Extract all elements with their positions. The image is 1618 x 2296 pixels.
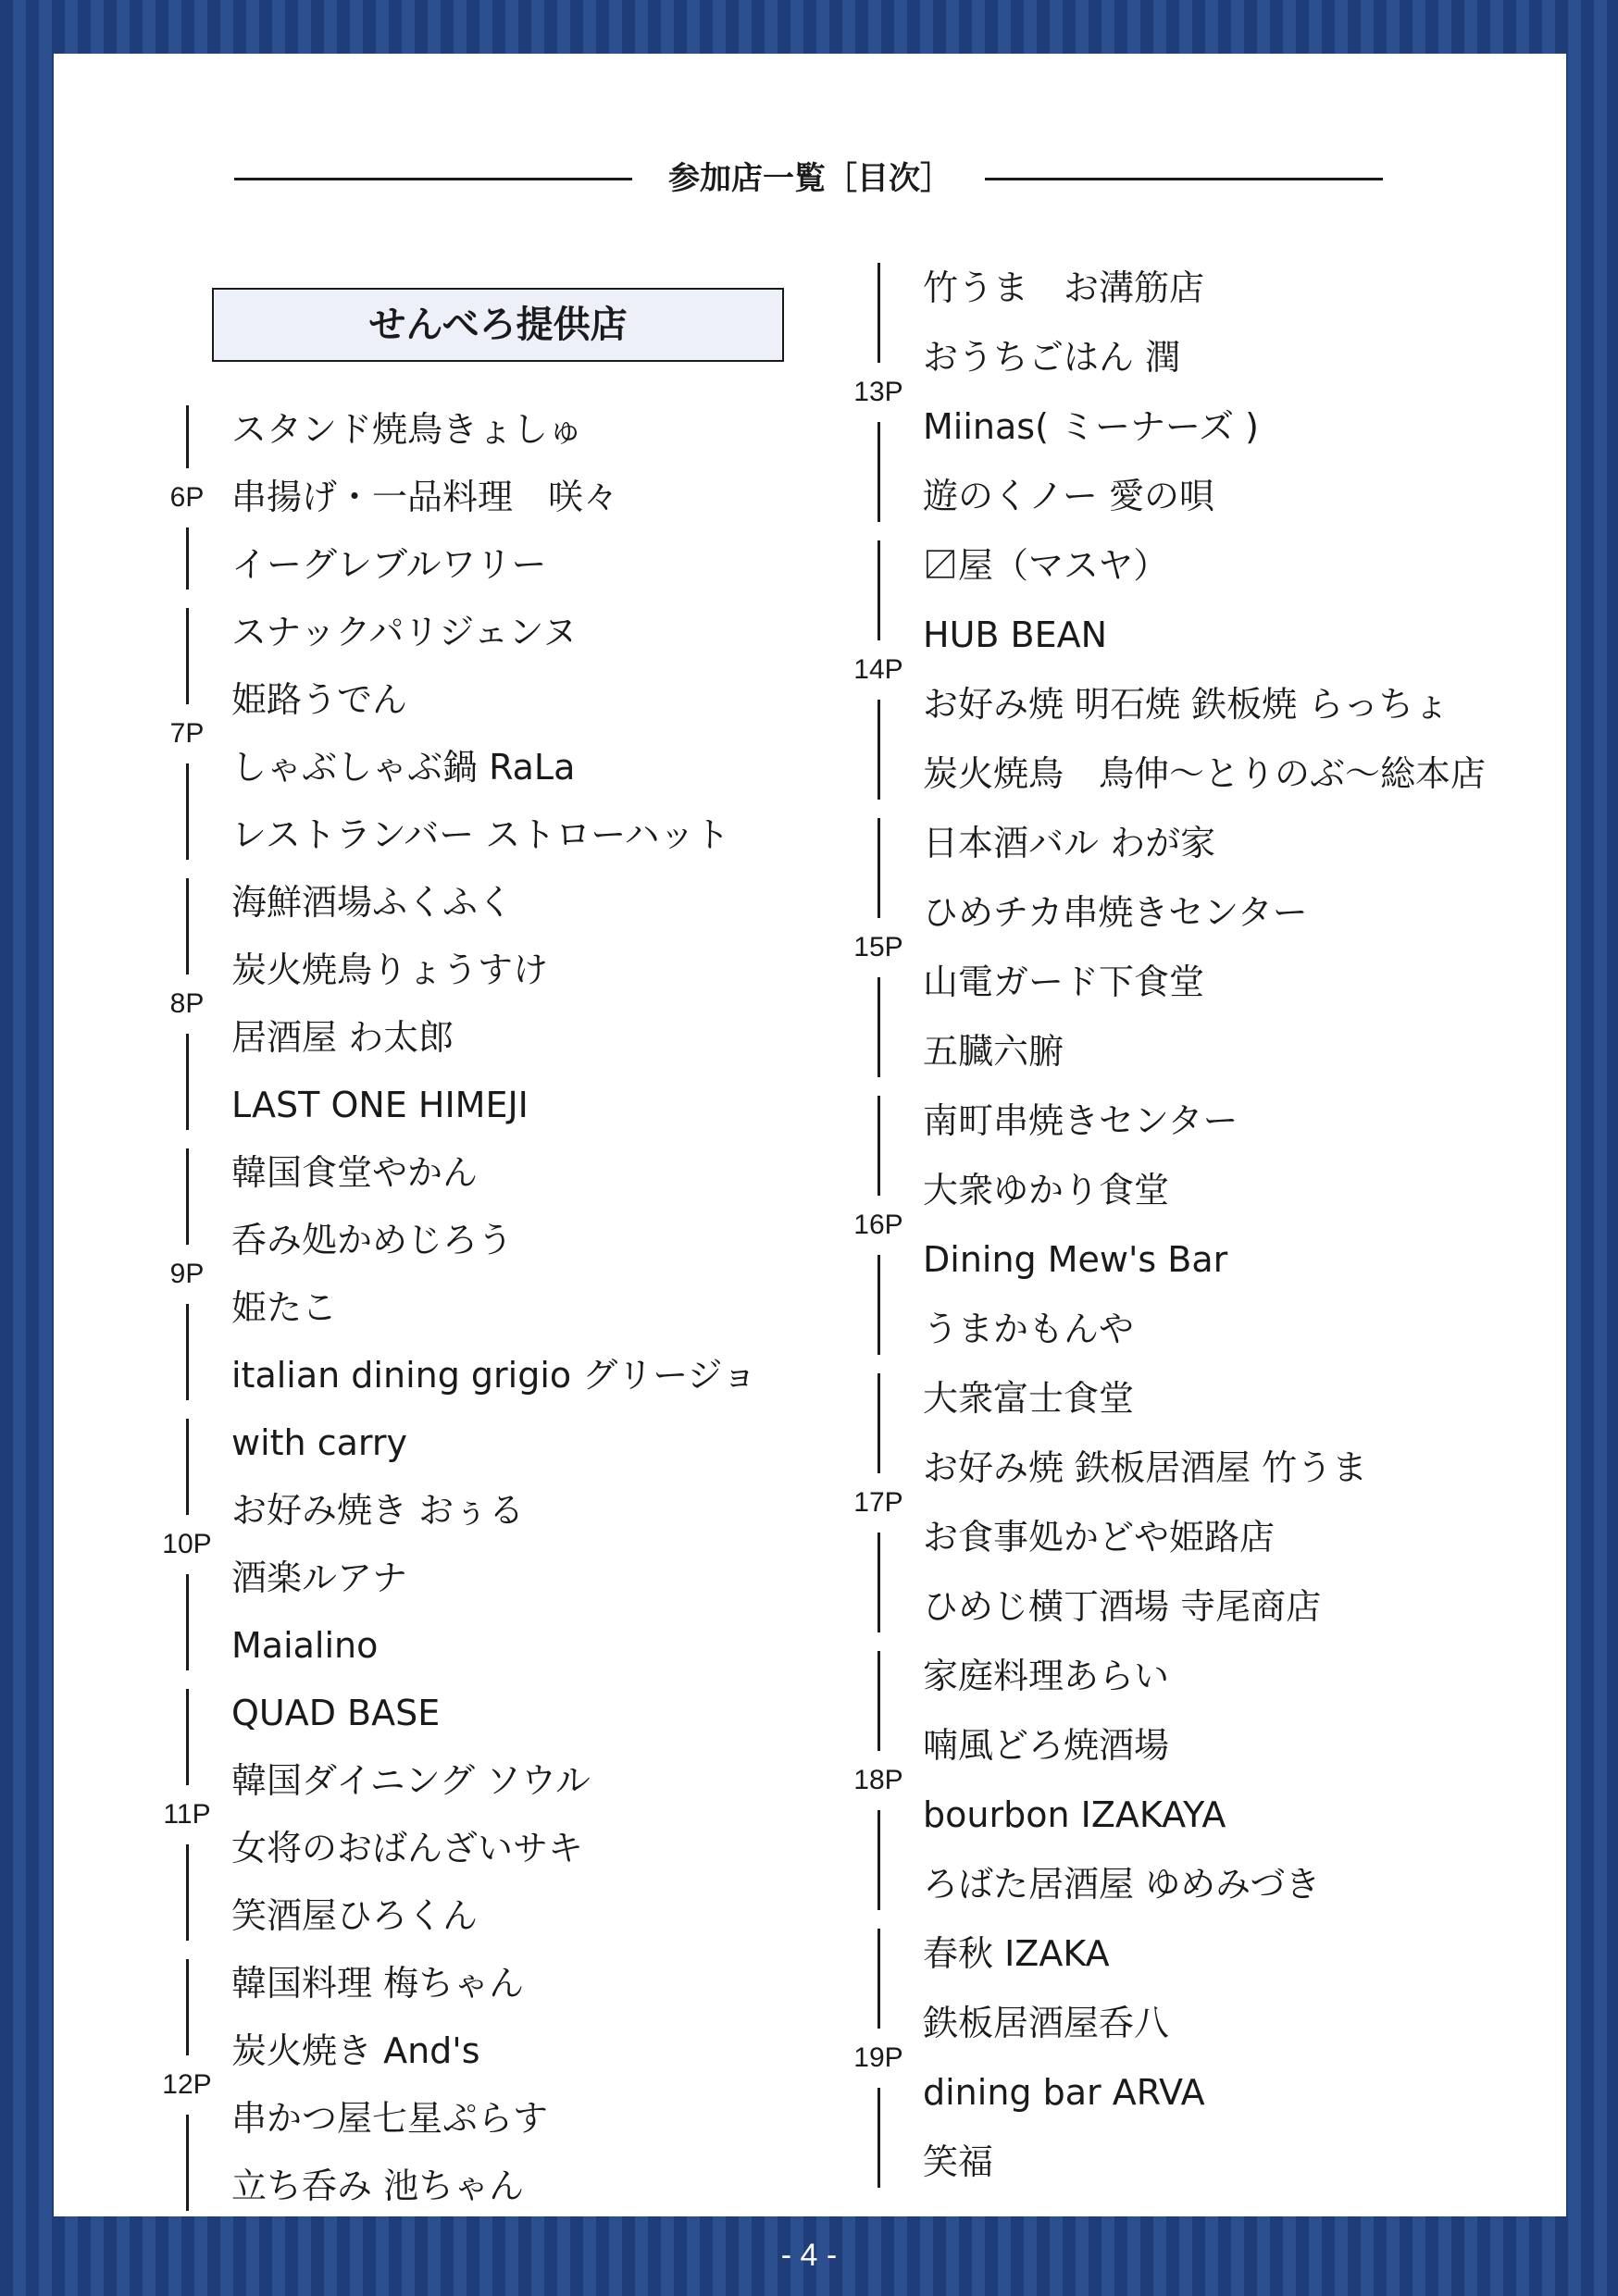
shop-name: 韓国ダイニング ソウル [231,1760,591,1801]
shop-name: 韓国料理 梅ちゃん [231,1963,525,2004]
bracket-line [877,1373,880,1473]
page-bracket [851,1086,906,1364]
page-bracket [159,1139,215,1409]
bracket-line [186,1148,189,1245]
shop-name: 居酒屋 わ太郎 [231,1017,454,1058]
page-label: 9P [169,1259,205,1289]
page-bracket [159,599,215,869]
page-label: 17P [853,1487,903,1518]
page-group [159,1409,807,1680]
page-bracket [851,254,906,531]
page-bracket [851,1364,906,1642]
shop-name: レストランバー ストローハット [231,814,730,855]
page-bracket [159,1409,215,1680]
shop-name: 姫たこ [231,1287,338,1328]
bracket-line [877,700,880,800]
shop-list [923,809,1308,1086]
shop-name: 立ち呑み 池ちゃん [231,2166,525,2206]
bracket-line [186,527,189,590]
shop-name: QUAD BASE [231,1693,441,1733]
shop-name: 串かつ屋七星ぷらす [231,2098,549,2139]
shop-name: 喃風どろ焼酒場 [923,1725,1170,1766]
shop-list [923,531,1486,809]
shop-name: LAST ONE HIMEJI [231,1085,529,1125]
shop-name: お好み焼 鉄板居酒屋 竹うま [923,1447,1368,1488]
page-group [159,869,807,1139]
page-label: 18P [853,1765,903,1795]
page-label: 19P [853,2042,903,2073]
bracket-line [186,1959,189,2055]
page-group [851,1364,1554,1642]
shop-name: dining bar ARVA [923,2072,1205,2113]
shop-name: 鉄板居酒屋呑八 [923,2003,1170,2043]
page-group [851,1919,1554,2197]
shop-name: おうちごはん 潤 [923,337,1181,378]
shop-list [231,396,618,599]
bracket-line [186,405,189,468]
shop-name: 呑み処かめじろう [231,1220,514,1260]
page-label: 10P [162,1529,212,1559]
page-bracket [851,531,906,809]
shop-name: ひめじ横丁酒場 寺尾商店 [923,1586,1322,1627]
shop-name: Dining Mew's Bar [923,1239,1228,1280]
bracket-line [186,1844,189,1941]
shop-name: うまかもんや [923,1309,1135,1349]
shop-name: Maialino [231,1625,379,1666]
page-group [851,254,1554,531]
bracket-line [877,1255,880,1355]
shop-name: お好み焼き おぅる [231,1490,525,1531]
page-group [159,599,807,869]
page-bracket [159,396,215,599]
bracket-line [186,608,189,704]
page-label: 12P [162,2069,212,2100]
header-rule-right [985,178,1383,180]
shop-name: 南町串焼きセンター [923,1100,1238,1141]
bracket-line [186,1574,189,1670]
shop-name: 炭火焼鳥りょうすけ [231,949,549,990]
shop-list [923,1364,1367,1642]
page-label: 15P [853,932,903,962]
bracket-line [877,1651,880,1751]
shop-name: 炭火焼鳥 鳥伸〜とりのぶ〜総本店 [923,753,1487,794]
shop-list [923,1919,1205,2197]
page-label: 8P [169,988,205,1019]
shop-list [231,1409,524,1680]
page-sheet [54,54,1566,2216]
bracket-line [186,1304,189,1400]
shop-list [231,599,729,869]
shop-name: 〼屋（マスヤ） [923,545,1169,586]
bracket-line [877,818,880,918]
page-label: 7P [169,718,205,749]
shop-name: 家庭料理あらい [923,1656,1170,1696]
shop-name: bourbon IZAKAYA [923,1794,1226,1835]
page-group [851,1642,1554,1919]
shop-name: italian dining grigio グリージョ [231,1355,757,1396]
shop-name: お好み焼 明石焼 鉄板焼 らっちょ [923,684,1450,725]
shop-name: 酒楽ルアナ [231,1558,408,1598]
shop-list [923,1642,1320,1919]
page-label: 16P [853,1210,903,1240]
shop-list [923,1086,1238,1364]
bracket-line [877,263,880,363]
page-group [851,809,1554,1086]
shop-name: 大衆富士食堂 [923,1378,1135,1419]
shop-name: 五臓六腑 [923,1031,1064,1072]
page-group [159,396,807,599]
shop-name: お食事処かどや姫路店 [923,1517,1276,1558]
shop-name: 春秋 IZAKA [923,1933,1110,1974]
bracket-line [186,878,189,974]
bracket-line [877,1533,880,1632]
page-group [159,1139,807,1409]
shop-name: 串揚げ・一品料理 咲々 [231,477,619,517]
page-bracket [851,1642,906,1919]
shop-name: 海鮮酒場ふくふく [231,882,514,923]
shop-name: 韓国食堂やかん [231,1152,479,1193]
shop-list [923,254,1259,531]
page-group [851,531,1554,809]
page-label: 14P [853,654,903,685]
bracket-line [877,1096,880,1196]
page-bracket [851,1919,906,2197]
bracket-line [877,977,880,1077]
shop-name: スナックパリジェンヌ [231,612,578,652]
shop-name: 女将のおばんざいサキ [231,1828,584,1868]
shop-list [231,1950,548,2220]
page-label: 13P [853,377,903,407]
shop-name: 遊のくノー 愛の唄 [923,476,1214,516]
shop-name: スタンド焼鳥きょしゅ [231,409,584,450]
shop-name: HUB BEAN [923,614,1108,655]
shop-name: 笑福 [923,2141,994,2182]
shop-name: しゃぶしゃぶ鍋 RaLa [231,747,576,788]
page-bracket [159,1680,215,1950]
page-bracket [159,1950,215,2220]
shop-name: 大衆ゆかり食堂 [923,1170,1170,1210]
page-bracket [851,809,906,1086]
shop-name: 竹うま お溝筋店 [923,267,1205,308]
shop-name: ろばた居酒屋 ゆめみづき [923,1864,1321,1905]
page-group [159,1950,807,2220]
page-number: - 4 - [780,2238,838,2273]
bracket-line [186,763,189,860]
page-label: 11P [163,1799,211,1830]
shop-name: 山電ガード下食堂 [923,962,1205,1002]
page-title: 参加店一覧［目次］ [668,160,952,197]
shop-list [231,1139,757,1409]
bracket-line [186,1689,189,1785]
page-bracket [159,869,215,1139]
bracket-line [186,1034,189,1130]
shop-name: Miinas( ミーナーズ ) [923,406,1259,447]
bracket-line [877,422,880,522]
bracket-line [877,540,880,640]
shop-list [231,1680,591,1950]
shop-name: 日本酒バル わが家 [923,823,1216,863]
bracket-line [186,1419,189,1515]
shop-name: 姫路うでん [231,679,408,720]
bracket-line [877,2088,880,2188]
bracket-line [877,1929,880,2029]
bracket-line [186,2115,189,2211]
shop-name: with carry [231,1422,407,1463]
section-title: せんべろ提供店 [212,288,784,362]
shop-name: 炭火焼き And's [231,2030,480,2071]
shop-list [231,869,548,1139]
shop-name: 笑酒屋ひろくん [231,1895,479,1936]
page-group [851,1086,1554,1364]
page-label: 6P [169,481,205,513]
shop-name: イーグレブルワリー [231,544,547,585]
bracket-line [877,1810,880,1910]
page-group [159,1680,807,1950]
shop-name: ひめチカ串焼きセンター [923,892,1308,933]
